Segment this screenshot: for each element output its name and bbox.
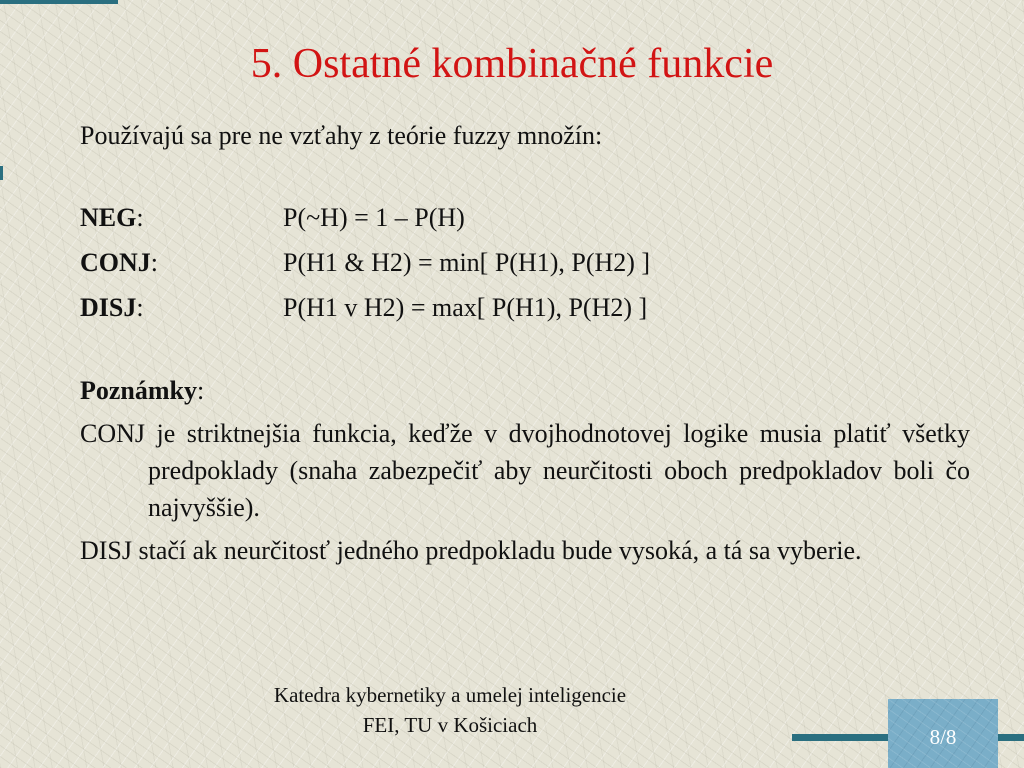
rule-name: DISJ	[80, 293, 137, 322]
rule-label	[80, 290, 144, 326]
footer-accent-bar-right	[998, 734, 1024, 741]
rule-conj	[80, 245, 970, 290]
notes-title: Poznámky	[80, 376, 197, 405]
rule-disj	[80, 290, 970, 335]
rule-formula: P(~H) = 1 – P(H)	[283, 203, 465, 232]
note-item-disj: DISJ stačí ak neurčitosť jedného predpokladu bude vysoká, a tá sa vyberie.	[80, 536, 862, 565]
footer-institution: FEI, TU v Košiciach	[362, 713, 538, 737]
rule-label	[80, 245, 158, 281]
rules-list	[80, 200, 970, 335]
page-number-box	[888, 699, 998, 768]
rule-name: CONJ	[80, 248, 151, 277]
slide-title: 5. Ostatné kombinačné funkcie	[250, 41, 774, 87]
note-item-conj: CONJ je striktnejšia funkcia, keďže v dvojhodnotovej logike musia platiť všetky predpoklady (snaha zabezpečiť aby neurčitosti oboch predpokladov boli čo najvyššie).	[80, 419, 970, 522]
rule-name: NEG	[80, 203, 137, 232]
rule-colon: :	[150, 248, 159, 277]
page-number: 8/8	[929, 725, 957, 749]
rule-label	[80, 200, 144, 236]
footer	[170, 680, 730, 740]
rule-formula: P(H1 v H2) = max[ P(H1), P(H2) ]	[283, 293, 648, 322]
footer-accent-bar	[792, 734, 888, 741]
notes-heading	[80, 373, 970, 409]
rule-colon: :	[136, 293, 144, 322]
left-edge-tick	[0, 166, 3, 180]
rule-formula: P(H1 & H2) = min[ P(H1), P(H2) ]	[283, 248, 651, 277]
rule-colon: :	[136, 203, 144, 232]
slide-body	[80, 118, 970, 569]
rule-neg	[80, 200, 970, 245]
notes-colon: :	[197, 376, 205, 405]
intro-text: Používajú sa pre ne vzťahy z teórie fuzzy množín:	[80, 121, 603, 150]
notes-section	[80, 373, 970, 569]
footer-department: Katedra kybernetiky a umelej inteligencie	[273, 683, 627, 707]
corner-accent-bar	[0, 0, 118, 4]
